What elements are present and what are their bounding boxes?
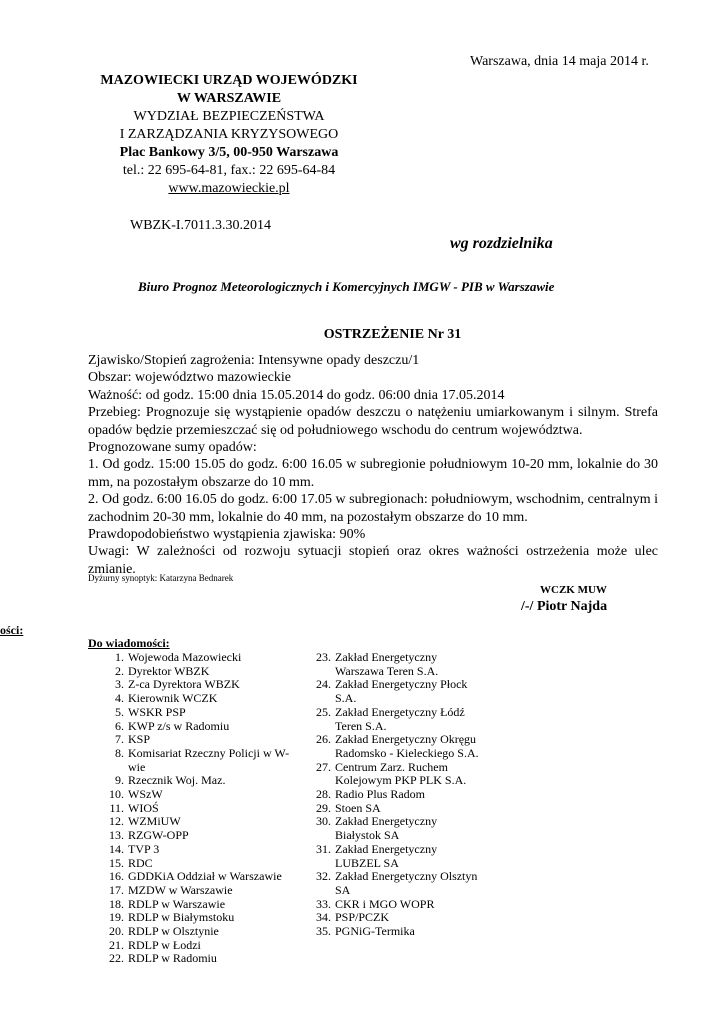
distribution-item-label: KSP [128,732,151,747]
distribution-item-number: 20. [109,924,124,939]
document-date: Warszawa, dnia 14 maja 2014 r. [470,54,649,69]
distribution-item-number: 26. [316,732,331,747]
signature-office: WCZK MUW [540,584,607,596]
distribution-item [106,720,296,734]
distribution-item-number: 32. [316,869,331,884]
distribution-item-label: Rzecznik Woj. Maz. [128,773,226,788]
distribution-item [313,733,483,760]
validity-line: Ważność: od godz. 15:00 dnia 15.05.2014 do godz. 06:00 dnia 17.05.2014 [88,387,505,403]
header-website-link[interactable]: www.mazowieckie.pl [168,181,290,196]
distribution-item-label: Zakład Energetyczny Warszawa Teren S.A. [335,650,439,678]
distribution-item-label: Radio Plus Radom [335,787,426,802]
distribution-item-number: 33. [316,896,331,911]
distribution-item-label: RDLP w Białymstoku [128,910,235,925]
distribution-item-number: 13. [109,828,124,843]
distribution-item-number: 25. [316,704,331,719]
distribution-item-number: 17. [109,882,124,897]
distribution-item [313,651,483,678]
distribution-item-label: PSP/PCZK [335,910,390,925]
distribution-item-number: 3. [115,677,124,692]
header-office-city: W WARSZAWIE [176,91,282,106]
distribution-item [106,678,296,692]
header-phone-fax: tel.: 22 695-64-81, fax.: 22 695-64-84 [122,163,336,178]
distribution-item-label: Wojewoda Mazowiecki [128,650,242,664]
distribution-item [313,678,483,705]
distribution-item-number: 4. [115,691,124,706]
distribution-item-label: Zakład Energetyczny Płock S.A. [335,677,468,706]
distribution-item [106,829,296,843]
distribution-item-number: 2. [115,663,124,678]
distribution-item-label: Zakład Energetyczny Białystok SA [335,814,438,843]
signature-name: /-/ Piotr Najda [521,599,608,614]
distribution-item [106,898,296,912]
distribution-item-label: RDC [128,855,153,870]
distribution-item [313,898,483,912]
distribution-item [106,651,296,665]
distribution-item-number: 34. [316,910,331,925]
distribution-item [106,911,296,925]
distribution-item-label: Zakład Energetyczny Okręgu Radomsko - Kieleckiego S.A. [335,732,479,760]
distribution-item-label: Z-ca Dyrektora WBZK [128,677,240,692]
distribution-item-number: 30. [316,814,331,829]
remarks-paragraph: Uwagi: W zależności od rozwoju sytuacji stopień oraz okres ważności ostrzeżenia może ulec zmianie. [88,544,658,577]
distribution-item-label: RDLP w Radomiu [128,951,217,966]
distribution-item-number: 7. [115,732,124,747]
distribution-item [106,857,296,871]
distribution-item [313,911,483,925]
forecast-period-1: 1. Od godz. 15:00 15.05 do godz. 6:00 16.05 w subregionie południowym 10-20 mm, lokalnie do 30 mm, na pozostałym obszarze do 10 mm. [88,457,658,490]
distribution-item-label: WZMiUW [128,814,181,829]
distribution-item [106,843,296,857]
header-department-line2: I ZARZĄDZANIA KRYZYSOWEGO [119,127,339,142]
distribution-item-number: 29. [316,800,331,815]
distribution-item-number: 16. [109,869,124,884]
phenomenon-line: Zjawisko/Stopień zagrożenia: Intensywne opady deszczu/1 [88,353,420,368]
distribution-item [106,706,296,720]
distribution-item-label: RZGW-OPP [128,828,189,843]
distribution-item-label: Stoen SA [335,800,381,815]
distribution-item [313,843,483,870]
distribution-item-number: 18. [109,896,124,911]
distribution-item-number: 19. [109,910,124,925]
distribution-item-label: RDLP w Warszawie [128,896,226,911]
distribution-item [106,870,296,884]
distribution-item [313,802,483,816]
distribution-item [106,692,296,706]
distribution-item-number: 28. [316,787,331,802]
distribution-item-number: 10. [109,787,124,802]
distribution-item-number: 11. [109,800,124,815]
distribution-item-label: Komisariat Rzeczny Policji w W-wie [128,745,290,774]
distribution-item-number: 5. [115,704,124,719]
recipient-line: wg rozdzielnika [450,235,553,252]
distribution-list-left [106,651,296,966]
distribution-item [106,815,296,829]
distribution-item-number: 31. [316,841,331,856]
reference-number: WBZK-I.7011.3.30.2014 [130,218,272,233]
cropped-heading-fragment: ości: [0,623,24,637]
distribution-item-label: Dyrektor WBZK [128,663,210,678]
header-address: Plac Bankowy 3/5, 00-950 Warszawa [119,145,339,160]
distribution-item-number: 22. [109,951,124,966]
probability-line: Prawdopodobieństwo wystąpienia zjawiska: 90% [88,527,366,543]
distribution-item-number: 8. [115,745,124,760]
distribution-item [106,884,296,898]
distribution-item [313,815,483,842]
distribution-item-number: 21. [109,937,124,952]
distribution-item [106,925,296,939]
distribution-item-label: CKR i MGO WOPR [335,896,435,911]
forecast-sums-heading: Prognozowane sumy opadów: [88,440,257,456]
distribution-item-label: Centrum Zarz. Ruchem Kolejowym PKP PLK S.A. [335,759,467,788]
distribution-item [106,939,296,953]
distribution-item-label: Zakład Energetyczny Olsztyn SA [335,869,478,897]
distribution-item-number: 14. [109,841,124,856]
distribution-item [106,747,296,774]
distribution-item-number: 24. [316,677,331,692]
header-department-line1: WYDZIAŁ BEZPIECZEŃSTWA [133,109,325,124]
distribution-item [106,665,296,679]
distribution-item-number: 9. [115,773,124,788]
distribution-item-label: WIOŚ [128,800,159,815]
distribution-item-number: 6. [115,718,124,733]
distribution-item [106,952,296,966]
distribution-item-label: RDLP w Łodzi [128,937,201,952]
distribution-item [106,788,296,802]
distribution-item-number: 27. [316,759,331,774]
distribution-item-number: 12. [109,814,124,829]
distribution-item-number: 23. [316,650,331,664]
distribution-item [106,733,296,747]
distribution-item-label: PGNiG-Termika [335,924,415,939]
distribution-item-label: Kierownik WCZK [128,691,218,706]
distribution-item-label: RDLP w Olsztynie [128,924,219,939]
header-office-name: MAZOWIECKI URZĄD WOJEWÓDZKI [100,73,358,88]
distribution-item [106,802,296,816]
distribution-item-label: Zakład Energetyczny Łódź Teren S.A. [335,704,465,733]
distribution-item-label: WSzW [128,787,163,802]
distribution-item [313,788,483,802]
distribution-item-label: TVP 3 [128,841,160,856]
distribution-item-number: 1. [115,650,124,664]
warning-title: OSTRZEŻENIE Nr 31 [323,327,462,342]
distribution-heading: Do wiadomości: [88,636,170,650]
distribution-item-number: 15. [109,855,124,870]
distribution-item [313,706,483,733]
distribution-item-label: MZDW w Warszawie [128,882,233,897]
forecast-bureau: Biuro Prognoz Meteorologicznych i Komercyjnych IMGW - PIB w Warszawie [138,279,555,294]
area-line: Obszar: województwo mazowieckie [88,370,291,386]
distribution-item [313,925,483,939]
distribution-item [106,774,296,788]
distribution-item [313,761,483,788]
distribution-item-label: KWP z/s w Radomiu [128,718,230,733]
distribution-item-label: WSKR PSP [128,704,186,719]
sender-header [88,72,370,198]
distribution-item-label: Zakład Energetyczny LUBZEL SA [335,841,438,870]
course-paragraph: Przebieg: Prognozuje się wystąpienie opadów deszczu o natężeniu umiarkowanym i silnym. Strefa opadów będzie przemieszczać się od południowego wschodu do centrum województwa. [88,405,658,438]
forecast-period-2: 2. Od godz. 6:00 16.05 do godz. 6:00 17.05 w subregionach: południowym, wschodnim, centralnym i zachodnim 20-30 mm, lokalnie do 40 mm, na pozostałym obszarze do 10 mm. [88,492,658,525]
duty-synoptic: Dyżurny synoptyk: Katarzyna Bednarek [88,573,234,583]
warning-body [88,352,658,578]
distribution-list-right [313,651,483,939]
distribution-item [313,870,483,897]
distribution-item-number: 35. [316,924,331,939]
distribution-item-label: GDDKiA Oddział w Warszawie [128,869,282,884]
